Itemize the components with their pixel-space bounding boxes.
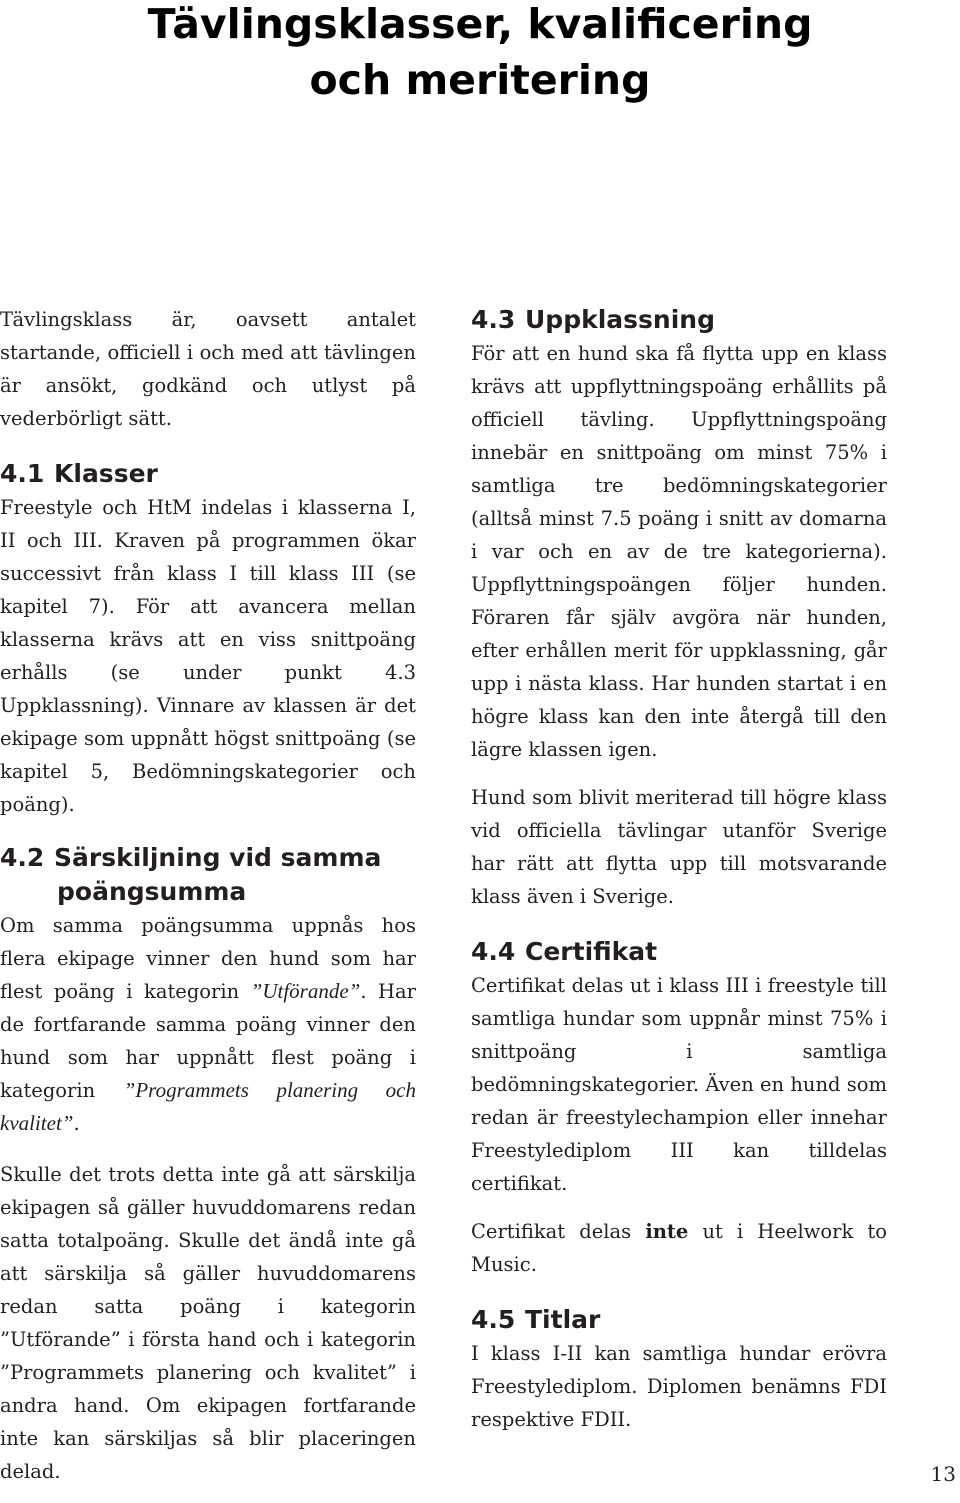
section-number: 4.1 bbox=[0, 459, 45, 488]
section-title: Titlar bbox=[525, 1305, 601, 1334]
section-4-2-heading bbox=[0, 841, 416, 909]
section-4-2-paragraph-2: Skulle det trots detta inte gå att särskilja ekipagen så gäller huvuddomarens redan satta totalpoäng. Skulle det ändå inte gå att särskilja så gäller huvuddomarens redan satta poäng i kategorin ”Utförande” i första hand och i kategorin ”Programmets planering och kvalitet” i andra hand. Om ekipagen fortfarande inte kan särskiljas så blir placeringen delad. bbox=[0, 1163, 416, 1483]
section-4-1-body: Freestyle och HtM indelas i klasserna I, II och III. Kraven på programmen ökar successivt från klass I till klass III (se kapitel 7). För att avancera mellan klasserna krävs att en viss snittpoäng erhålls (se under punkt 4.3 Uppklassning). Vinnare av klassen är det ekipage som uppnått högst snittpoäng (se kapitel 5, Bedömningskategorier och poäng). bbox=[0, 496, 416, 816]
section-title: Uppklassning bbox=[525, 305, 715, 334]
section-4-3-paragraph-1: För att en hund ska få flytta upp en klass krävs att uppflyttningspoäng erhållits på officiell tävling. Uppflyttningspoäng innebär en snittpoäng om minst 75% i samtliga tre bedömningskategorier (alltså minst 7.5 poäng i snitt av domarna i var och en av de tre kategorierna). Uppflyttningspoängen följer hunden. Föraren får själv avgöra när hunden, efter erhållen merit för uppklassning, går upp i nästa klass. Har hunden startat i en högre klass kan den inte återgå till den lägre klassen igen. bbox=[471, 342, 887, 761]
section-4-4-paragraph-2 bbox=[471, 1215, 887, 1281]
category-name: ”Programmets planering och kvalitet” bbox=[0, 1078, 417, 1135]
section-4-3-heading bbox=[471, 303, 887, 337]
left-column bbox=[0, 303, 416, 1503]
section-number: 4.4 bbox=[471, 937, 516, 966]
section-title: Särskiljning vid samma bbox=[54, 843, 382, 872]
text-run: . Har de fortfarande samma poäng vinner den hund som har uppnått flest poäng i kategorin bbox=[0, 980, 416, 1102]
page-number: 13 bbox=[930, 1462, 956, 1486]
section-number: 4.3 bbox=[471, 305, 516, 334]
section-title-line-2: poängsumma bbox=[57, 877, 247, 906]
right-column bbox=[471, 303, 887, 1451]
section-4-5-heading bbox=[471, 1303, 887, 1337]
text-run: Om samma poängsumma uppnås hos flera ekipage vinner den hund som har flest poäng i kategorin bbox=[0, 914, 416, 1003]
text-run: . bbox=[73, 1112, 80, 1135]
section-4-1-heading bbox=[0, 457, 416, 491]
section-4-5-paragraph-1: I klass I-II kan samtliga hundar erövra Freestylediplom. Diplomen benämns FDI respektive FDII. bbox=[471, 1342, 887, 1431]
section-title: Certifikat bbox=[525, 937, 658, 966]
section-4-2-paragraph-1 bbox=[0, 909, 416, 1140]
section-4-4-heading bbox=[471, 935, 887, 969]
section-title: Klasser bbox=[54, 459, 158, 488]
section-number: 4.2 bbox=[0, 843, 45, 872]
text-run: ut i Heelwork to Music. bbox=[471, 1220, 887, 1276]
intro-paragraph: Tävlingsklass är, oavsett antalet startande, officiell i och med att tävlingen är ansökt, godkänd och utlyst på vederbörligt sätt. bbox=[0, 308, 416, 430]
text-run: Certifikat delas bbox=[471, 1220, 646, 1243]
page-title-line-2: och meritering bbox=[309, 56, 651, 104]
emphasis: inte bbox=[645, 1220, 689, 1243]
section-4-3-paragraph-2: Hund som blivit meriterad till högre klass vid officiella tävlingar utanför Sverige har rätt att flytta upp till motsvarande klass även i Sverige. bbox=[471, 786, 887, 908]
category-name: ”Utförande” bbox=[250, 979, 361, 1003]
page-title-line-1: Tävlingsklasser, kvalificering bbox=[147, 0, 813, 48]
section-number: 4.5 bbox=[471, 1305, 516, 1334]
section-4-4-paragraph-1: Certifikat delas ut i klass III i freestyle till samtliga hundar som uppnår minst 75% i snittpoäng i samtliga bedömningskategorier. Även en hund som redan är freestylechampion eller innehar Freestylediplom III kan tilldelas certifikat. bbox=[471, 974, 887, 1195]
page-title bbox=[0, 0, 960, 108]
